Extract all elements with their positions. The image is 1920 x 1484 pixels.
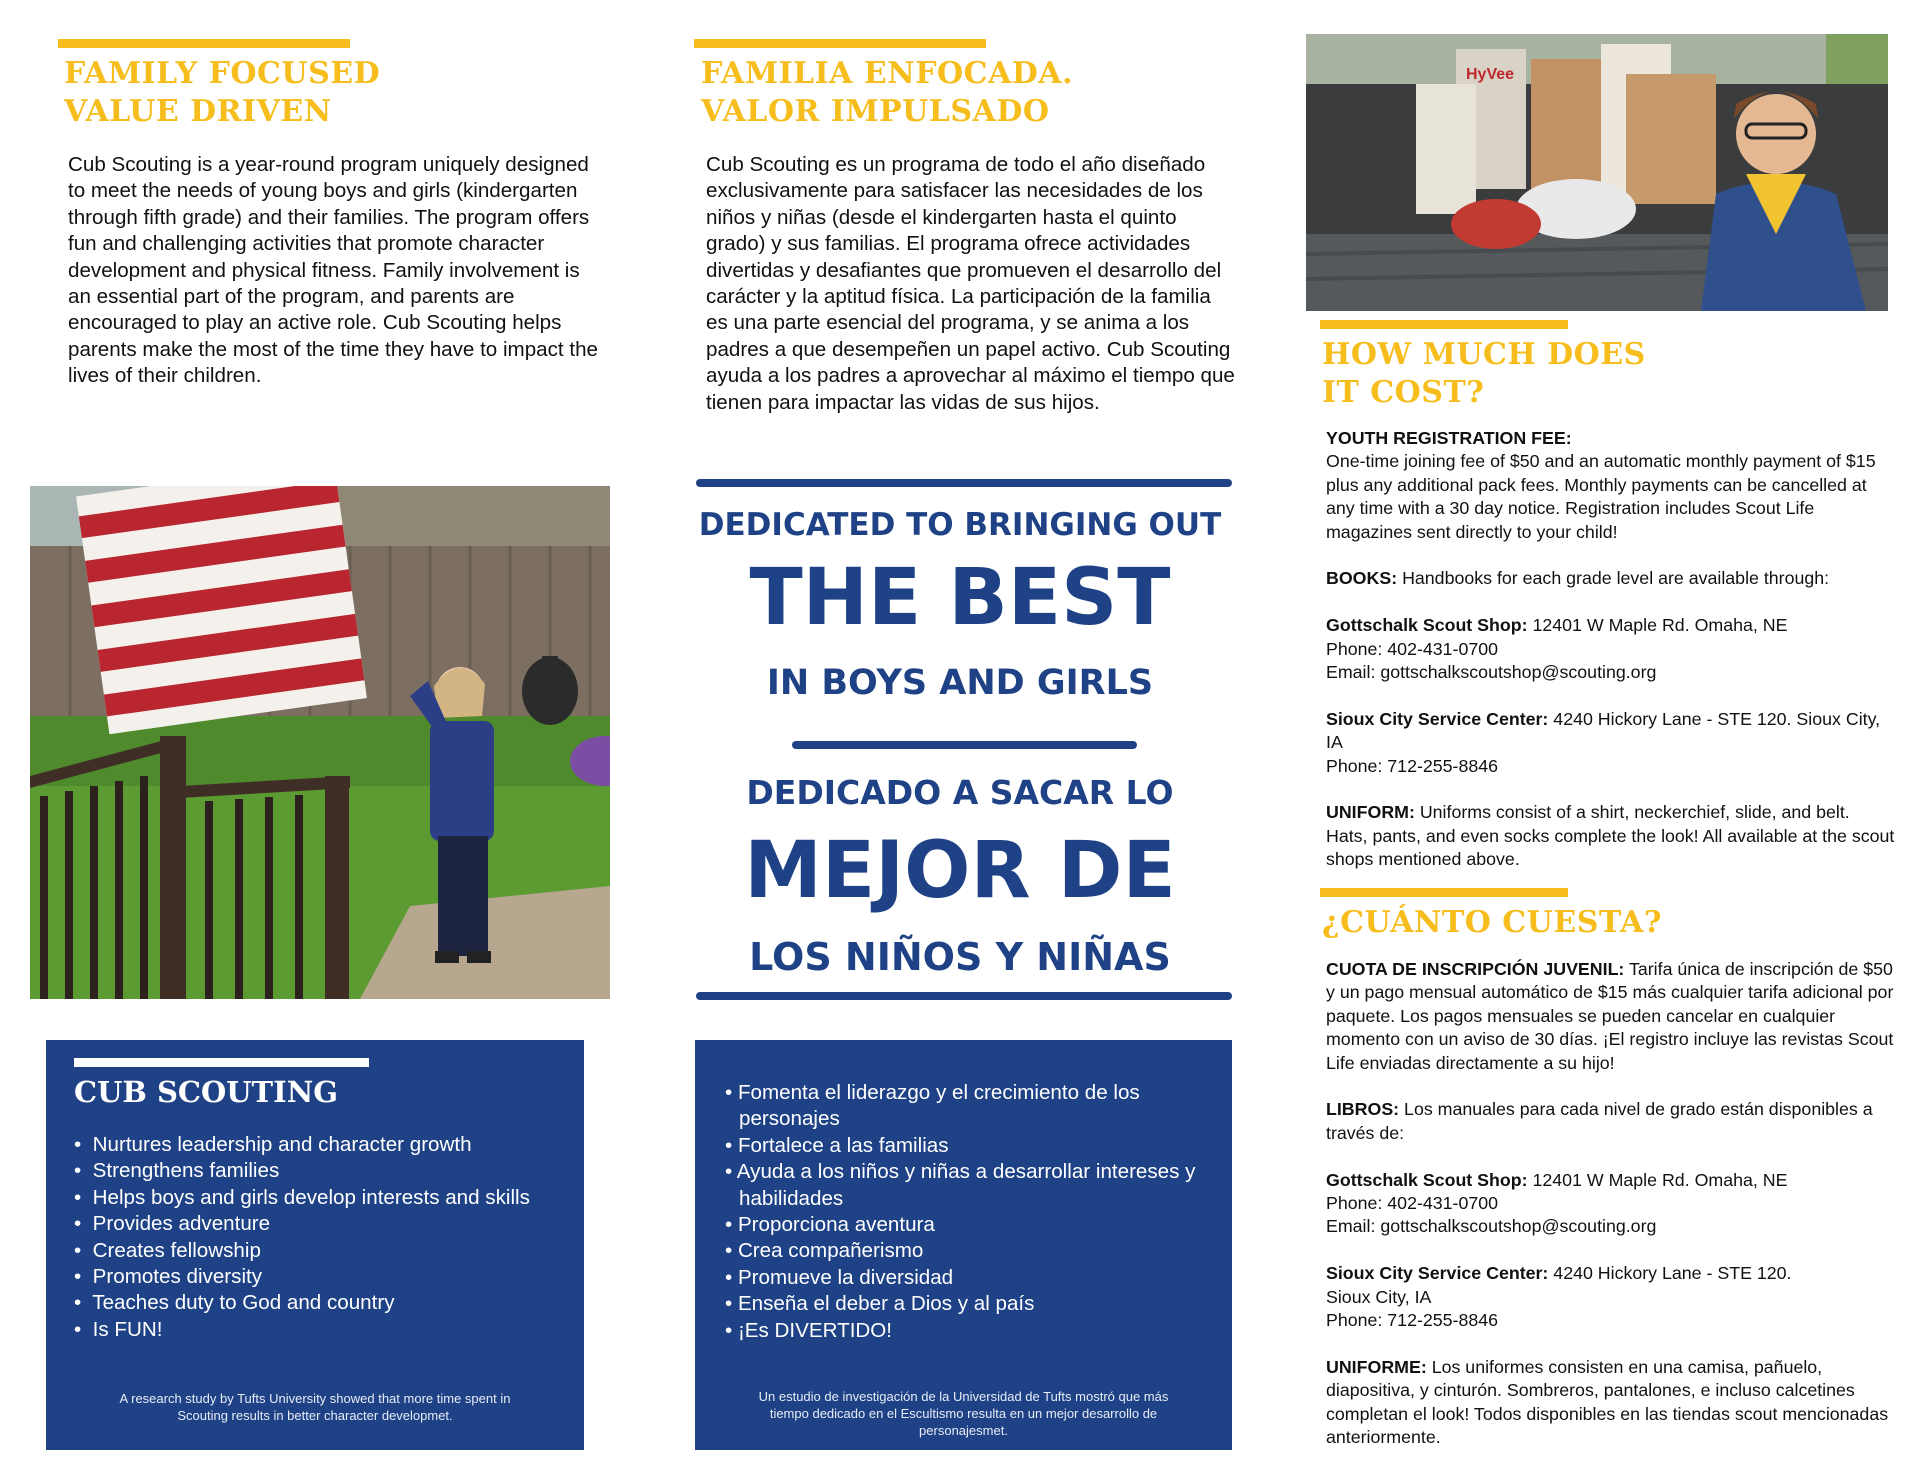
shop1-address: 12401 W Maple Rd. Omaha, NE: [1527, 615, 1788, 636]
middle-heading-line-2: VALOR IMPULSADO: [701, 94, 1050, 129]
list-item: • Enseña el deber a Dios y al país: [725, 1292, 1035, 1316]
uniforme-text: Los uniformes consisten en una camisa, pañuelo, diapositiva, y cinturón. Sombreros, pantalones, e incluso calcetines completan el look! Todos disponibles en las tiendas scout mencionadas anteriormente.: [1326, 1356, 1889, 1448]
left-heading-line-2: VALUE DRIVEN: [64, 94, 332, 129]
libros-paragraph: [1326, 1098, 1896, 1145]
banner-en-line-1: DEDICATED TO BRINGING OUT: [698, 507, 1222, 543]
cuesta-heading: ¿CUÁNTO CUESTA?: [1322, 905, 1662, 940]
shop2-address: 4240 Hickory Lane - STE 120. Sioux City, IA: [1326, 708, 1881, 753]
cub-scouting-list: [74, 1132, 579, 1343]
shop1-paragraph: [1326, 614, 1896, 684]
girl-saluting-illustration: [30, 486, 610, 999]
libros-text: Los manuales para cada nivel de grado están disponibles a través de:: [1326, 1099, 1873, 1143]
list-item: • Is FUN!: [74, 1317, 163, 1341]
list-item: • Creates fellowship: [74, 1238, 261, 1262]
shop1-es-label: Gottschalk Scout Shop:: [1326, 1169, 1528, 1190]
banner-en-line-3: IN BOYS AND GIRLS: [766, 663, 1154, 703]
list-item: • Teaches duty to God and country: [74, 1291, 395, 1315]
shop1-es-address: 12401 W Maple Rd. Omaha, NE: [1527, 1169, 1788, 1190]
cost-heading-line-2: IT COST?: [1322, 375, 1485, 410]
banner-top-rule: [696, 479, 1232, 487]
svg-text:HyVee: HyVee: [1466, 66, 1515, 83]
list-item: • Proporciona aventura: [725, 1213, 935, 1237]
cub-scouting-footnote: A research study by Tufts University showed that more time spent in Scouting results in better character developmet.: [119, 1391, 511, 1423]
boy-truck-photo: [1306, 34, 1888, 311]
cub-scouting-box-es: [695, 1040, 1232, 1450]
list-item: • Fomenta el liderazgo y el crecimiento de los personajes: [725, 1081, 1140, 1131]
shop1-es-email: Email: gottschalkscoutshop@scouting.org: [1326, 1216, 1657, 1237]
banner-es-line-1: DEDICADO A SACAR LO: [746, 773, 1174, 812]
cub-scouting-title: CUB SCOUTING: [74, 1075, 338, 1109]
boy-truck-illustration: [1306, 34, 1888, 311]
list-item: • Strengthens families: [74, 1159, 280, 1183]
uniforme-paragraph: [1326, 1356, 1896, 1450]
libros-label: LIBROS:: [1326, 1099, 1400, 1120]
banner-es-line-2: MEJOR DE: [744, 826, 1176, 916]
cub-scouting-box: [46, 1040, 584, 1450]
left-body: Cub Scouting is a year-round program uniquely designed to meet the needs of young boys and girls (kindergarten through fifth grade) and their families. The program offers fun and challenging activities that promote character development and physical fitness. Family involvement is an essential part of the program, and parents are encouraged to play an active role. Cub Scouting helps parents make the most of the time they have to impact the lives of their children.: [68, 153, 598, 388]
uniforme-label: UNIFORME:: [1326, 1356, 1427, 1377]
cost-heading: [1322, 336, 1646, 412]
list-item: • Helps boys and girls develop interests and skills: [74, 1185, 530, 1209]
cuota-label: CUOTA DE INSCRIPCIÓN JUVENIL:: [1326, 959, 1625, 979]
left-heading-line-1: FAMILY FOCUSED: [64, 56, 381, 91]
youth-fee-label: YOUTH REGISTRATION FEE:: [1326, 428, 1572, 448]
shop1-es-paragraph: [1326, 1169, 1896, 1239]
shop2-es-city: Sioux City, IA: [1326, 1286, 1432, 1307]
books-paragraph: [1326, 567, 1896, 590]
cuesta-heading-bar: [1320, 888, 1568, 897]
left-heading: [64, 55, 380, 131]
books-label: BOOKS:: [1326, 568, 1398, 589]
shop1-phone: Phone: 402-431-0700: [1326, 638, 1499, 659]
banner-es-line-3: LOS NIÑOS Y NIÑAS: [749, 935, 1171, 979]
cuota-text: Tarifa única de inscripción de $50 y un pago mensual automático de $15 más cualquier tarifa adicional por paquete. Los pagos mensuales se pueden cancelar en cualquier momento con un aviso de 30 días. ¡El registro incluye las revistas Scout Life enviadas directamente a su hijo!: [1326, 959, 1894, 1073]
cub-scouting-box-rule: [74, 1058, 369, 1067]
middle-heading: [701, 55, 1073, 131]
left-heading-bar: [58, 39, 350, 48]
cost-heading-bar: [1320, 320, 1568, 329]
banner-bottom-rule: [696, 992, 1232, 1000]
list-item: • Crea compañerismo: [725, 1239, 924, 1263]
youth-fee-paragraph: [1326, 427, 1896, 544]
list-item: • Promotes diversity: [74, 1265, 263, 1289]
shop1-label: Gottschalk Scout Shop:: [1326, 615, 1528, 636]
youth-fee-text: One-time joining fee of $50 and an automatic monthly payment of $15 plus any additional pack fees. Monthly payments can be cancelled at any time with a 30 day notice. Registration includes Scout Life magazines sent directly to your child!: [1326, 451, 1876, 542]
banner-en-line-2: THE BEST: [749, 553, 1171, 643]
middle-heading-bar: [694, 39, 986, 48]
list-item: • Provides adventure: [74, 1212, 271, 1236]
girl-saluting-photo: [30, 486, 610, 999]
banner-middle-rule: [792, 741, 1137, 749]
middle-heading-line-1: FAMILIA ENFOCADA.: [701, 56, 1074, 91]
list-item: • ¡Es DIVERTIDO!: [725, 1318, 893, 1342]
uniform-paragraph: [1326, 801, 1896, 871]
cub-scouting-footnote-es: Un estudio de investigación de la Universidad de Tufts mostró que más tiempo dedicado en el Escultismo resulta en un mejor desarrollo de personajesmet.: [758, 1389, 1169, 1438]
cost-heading-line-1: HOW MUCH DOES: [1322, 337, 1646, 372]
cuota-paragraph: [1326, 958, 1896, 1075]
shop2-label: Sioux City Service Center:: [1326, 708, 1549, 729]
shop1-es-phone: Phone: 402-431-0700: [1326, 1193, 1499, 1214]
shop2-es-phone: Phone: 712-255-8846: [1326, 1310, 1499, 1331]
list-item: • Ayuda a los niños y niñas a desarrollar intereses y habilidades: [725, 1160, 1196, 1210]
cost-info-en: [1326, 427, 1896, 895]
list-item: • Nurtures leadership and character growth: [74, 1133, 472, 1156]
uniform-label: UNIFORM:: [1326, 802, 1415, 823]
shop1-email: Email: gottschalkscoutshop@scouting.org: [1326, 662, 1657, 683]
cub-scouting-list-es: [725, 1080, 1220, 1344]
shop2-es-label: Sioux City Service Center:: [1326, 1263, 1549, 1284]
shop2-paragraph: [1326, 708, 1896, 778]
list-item: • Promueve la diversidad: [725, 1265, 954, 1289]
list-item: • Fortalece a las familias: [725, 1133, 949, 1157]
uniform-text: Uniforms consist of a shirt, neckerchief, slide, and belt. Hats, pants, and even socks complete the look! All available at the scout shops mentioned above.: [1326, 802, 1895, 870]
shop2-es-address: 4240 Hickory Lane - STE 120.: [1548, 1263, 1792, 1284]
books-text: Handbooks for each grade level are available through:: [1397, 568, 1830, 589]
shop2-es-paragraph: [1326, 1262, 1896, 1332]
middle-body: Cub Scouting es un programa de todo el año diseñado exclusivamente para satisfacer las necesidades de los niños y niñas (desde el kindergarten hasta el quinto grado) y sus familias. El programa ofrece actividades divertidas y desafiantes que promueven el desarrollo del carácter y la aptitud física. La participación de la familia es una parte esencial del programa, y se anima a los padres a que desempeñen un papel activo. Cub Scouting ayuda a los padres a aprovechar al máximo el tiempo que tienen para impactar las vidas de sus hijos.: [706, 153, 1235, 414]
cost-info-es: [1326, 958, 1896, 1473]
shop2-phone: Phone: 712-255-8846: [1326, 755, 1499, 776]
